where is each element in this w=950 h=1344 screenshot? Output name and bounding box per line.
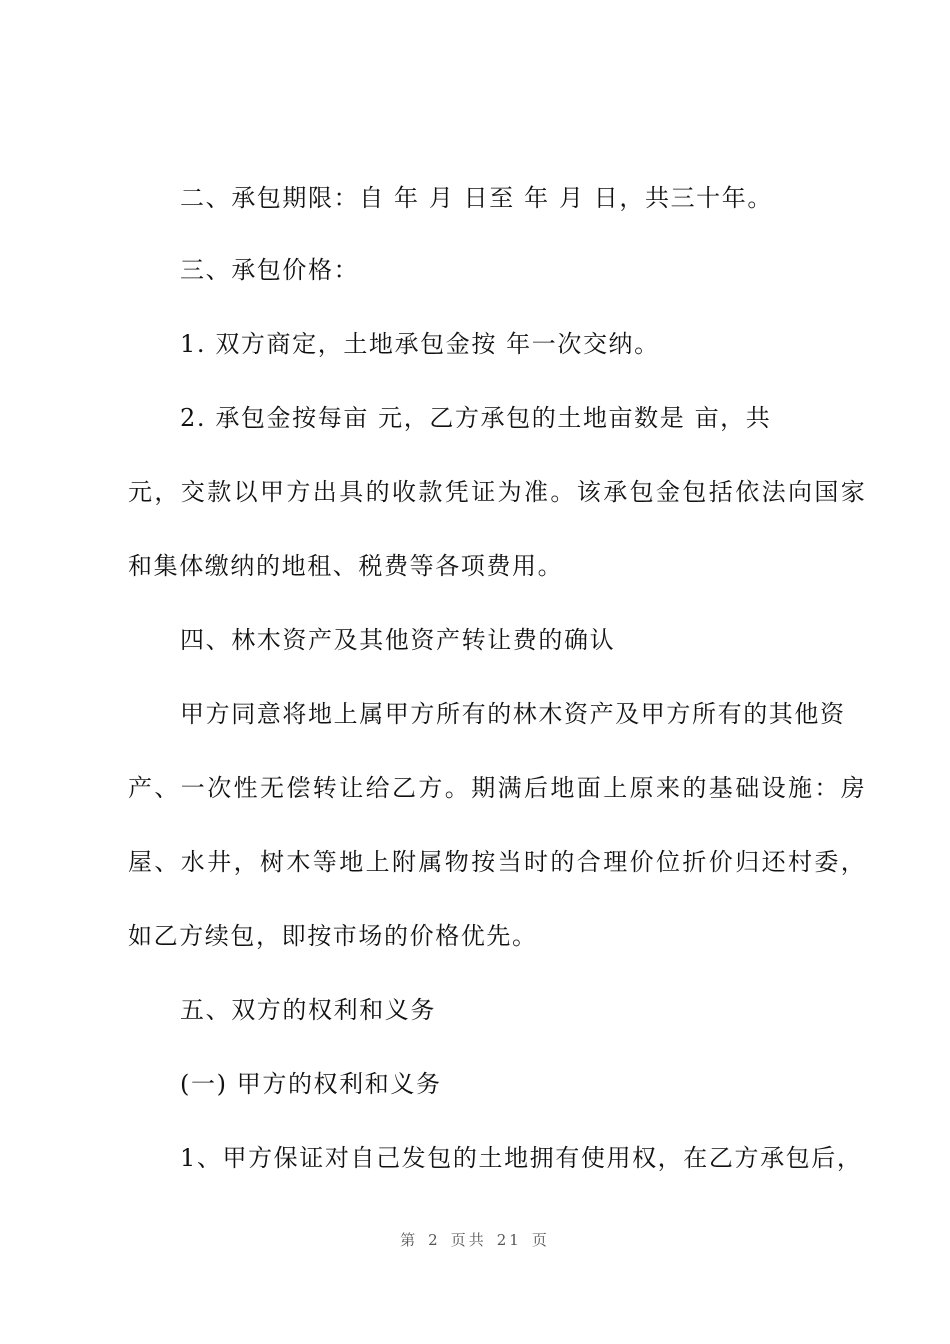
rights-subheading-party-a: (一) 甲方的权利和义务 — [180, 1070, 442, 1098]
footer-prefix: 第 — [400, 1231, 419, 1249]
clause-assets-heading: 四、林木资产及其他资产转让费的确认 — [180, 626, 616, 654]
price-item-1: 1. 双方商定，土地承包金按 年一次交纳。 — [180, 330, 660, 358]
assets-paragraph-continued-2: 屋、水井，树木等地上附属物按当时的合理价位折价归还村委， — [128, 848, 868, 876]
party-a-item-1: 1、甲方保证对自己发包的土地拥有使用权，在乙方承包后， — [180, 1144, 863, 1172]
footer-total-pages: 21 — [496, 1231, 522, 1249]
clause-rights-heading: 五、双方的权利和义务 — [180, 996, 436, 1024]
clause-price-heading: 三、承包价格： — [180, 256, 360, 284]
price-item-2-continued: 元，交款以甲方出具的收款凭证为准。该承包金包括依法向国家 — [128, 478, 868, 506]
footer-page-number: 2 — [428, 1231, 441, 1249]
page-footer — [0, 1229, 950, 1250]
assets-paragraph-continued-1: 产、一次性无偿转让给乙方。期满后地面上原来的基础设施：房 — [128, 774, 868, 802]
footer-middle: 页共 — [450, 1231, 487, 1249]
footer-suffix: 页 — [531, 1231, 550, 1249]
assets-paragraph-end: 如乙方续包，即按市场的价格优先。 — [128, 922, 538, 950]
assets-paragraph: 甲方同意将地上属甲方所有的林木资产及甲方所有的其他资 — [180, 700, 846, 728]
clause-term: 二、承包期限：自 年 月 日至 年 月 日，共三十年。 — [180, 184, 773, 212]
price-item-2-end: 和集体缴纳的地租、税费等各项费用。 — [128, 552, 564, 580]
price-item-2: 2. 承包金按每亩 元，乙方承包的土地亩数是 亩，共 — [180, 404, 772, 432]
